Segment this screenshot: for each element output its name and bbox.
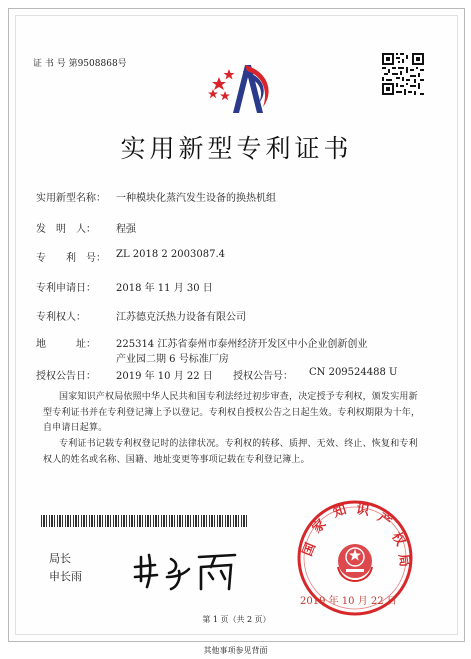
grant-date-value: 2019 年 10 月 22 日 (116, 371, 213, 382)
svg-text:知: 知 (331, 502, 349, 521)
legal-status-paragraph: 专利证书记载专利权登记时的法律状况。专利权的转移、质押、无效、终止、恢复和专利权人的姓名或名称、国籍、地址变更等事项记载在专利登记簿上。 (43, 439, 418, 465)
patent-number-label: 专 利 号： (36, 253, 106, 264)
certificate-title: 实用新型专利证书 (120, 134, 353, 163)
svg-text:产: 产 (374, 510, 394, 531)
address-line2: 产业园二期 6 号标准厂房 (116, 354, 229, 365)
issue-date: 2019 年 10 月 22 日 (300, 596, 397, 607)
utility-model-name-label: 实用新型名称： (36, 193, 106, 204)
filing-date-value: 2018 年 11 月 30 日 (116, 283, 213, 294)
grant-number-label: 授权公告号： (233, 371, 293, 382)
certificate-number: 证 书 号 第9508868号 (33, 59, 127, 69)
qr-code-icon (381, 52, 425, 96)
grant-number-value: CN 209524488 U (309, 367, 398, 378)
address-line1: 225314 江苏省泰州市泰州经济开发区中小企业创新创业 (116, 339, 368, 350)
address-label: 地 址： (36, 339, 96, 350)
filing-date-label: 专利申请日： (36, 283, 96, 294)
cnipa-logo-icon (205, 57, 279, 117)
footer-note: 其他事项参见背面 (203, 646, 268, 655)
svg-text:权: 权 (388, 529, 408, 549)
grant-statement-paragraph: 国家知识产权局依照中华人民共和国专利法经过初步审查，决定授予专利权，颁发实用新型专利证书并在专利登记簿上予以登记。专利权自授权公告之日起生效。专利权期限为十年，自申请日起算。 (43, 392, 421, 433)
patentee-label: 专利权人： (36, 312, 86, 323)
svg-text:识: 识 (354, 502, 371, 520)
patent-certificate (8, 8, 465, 642)
svg-text:国: 国 (300, 540, 320, 559)
signatory-name: 申长雨 (49, 570, 82, 583)
barcode-icon (41, 515, 249, 527)
director-signature (131, 547, 241, 593)
inventor-label: 发 明 人： (36, 224, 96, 235)
svg-text:局: 局 (395, 553, 412, 569)
page-number: 第 1 页（共 2 页） (202, 615, 271, 624)
patentee-value: 江苏德克沃热力设备有限公司 (116, 312, 246, 323)
svg-text:家: 家 (309, 516, 330, 537)
signatory-title: 局长 (49, 552, 71, 565)
patent-number-value: ZL 2018 2 2003087.4 (116, 249, 226, 260)
grant-date-label: 授权公告日： (36, 371, 96, 382)
inventor-value: 程强 (116, 224, 136, 235)
utility-model-name-value: 一种模块化蒸汽发生设备的换热机组 (116, 193, 276, 204)
